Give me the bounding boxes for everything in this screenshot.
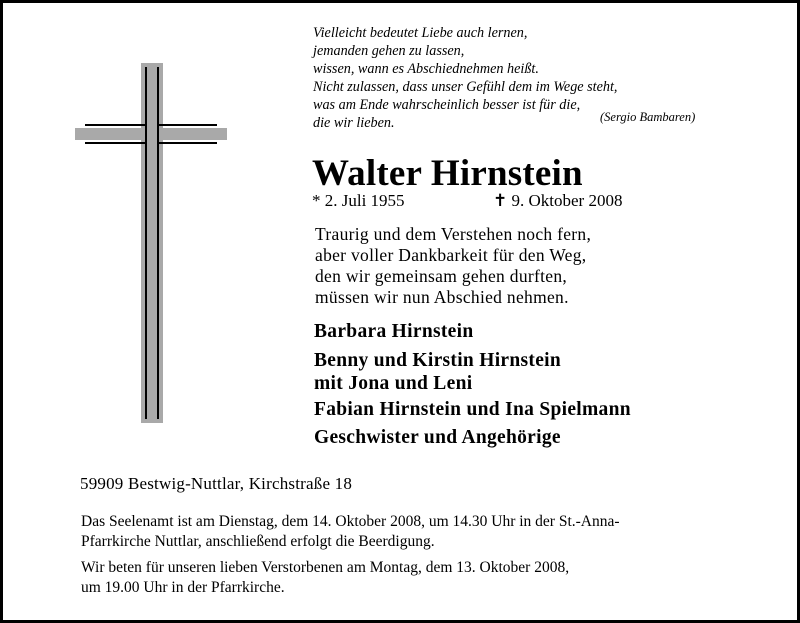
poem-line: Nicht zulassen, dass unser Gefühl dem im Wege steht, <box>313 79 618 95</box>
death-cross-icon: ✝ <box>493 191 508 210</box>
family-member-line: Benny und Kirstin Hirnstein <box>314 350 562 371</box>
family-member: Fabian Hirnstein und Ina Spielmann <box>314 399 631 420</box>
family-member: Barbara Hirnstein <box>314 321 474 342</box>
mourning-line: müssen wir nun Abschied nehmen. <box>315 287 569 307</box>
family-member <box>314 349 561 395</box>
mourning-line: aber voller Dankbarkeit für den Weg, <box>315 245 587 265</box>
notice-line: Pfarrkirche Nuttlar, anschließend erfolgt die Beerdigung. <box>81 532 435 550</box>
family-member-line: mit Jona und Leni <box>314 373 473 394</box>
poem-author: (Sergio Bambaren) <box>600 110 696 124</box>
mourning-text <box>315 224 591 308</box>
death-date <box>493 191 622 211</box>
poem <box>313 24 617 132</box>
mourning-line: Traurig und dem Verstehen noch fern, <box>315 224 592 244</box>
deceased-name: Walter Hirnstein <box>312 153 583 194</box>
notice-line: Das Seelenamt ist am Dienstag, dem 14. Oktober 2008, um 14.30 Uhr in der St.-Anna- <box>81 513 620 530</box>
notice-line: Wir beten für unseren lieben Verstorbenen am Montag, dem 13. Oktober 2008, <box>81 559 570 576</box>
poem-line: wissen, wann es Abschiednehmen heißt. <box>313 61 539 77</box>
birth-date: * 2. Juli 1955 <box>312 191 405 210</box>
mourning-line: den wir gemeinsam gehen durften, <box>315 266 568 286</box>
poem-line: jemanden gehen zu lassen, <box>313 43 465 59</box>
address: 59909 Bestwig-Nuttlar, Kirchstraße 18 <box>80 474 353 493</box>
service-notice <box>81 512 620 551</box>
poem-line: die wir lieben. <box>313 115 395 131</box>
notice-line: um 19.00 Uhr in der Pfarrkirche. <box>81 578 285 596</box>
poem-line: Vielleicht bedeutet Liebe auch lernen, <box>313 25 528 41</box>
death-date-value: 9. Oktober 2008 <box>511 191 623 210</box>
poem-line: was am Ende wahrscheinlich besser ist für die, <box>313 97 581 113</box>
family-member: Geschwister und Angehörige <box>314 427 561 448</box>
prayer-notice <box>81 558 569 597</box>
cross-icon <box>75 63 227 423</box>
